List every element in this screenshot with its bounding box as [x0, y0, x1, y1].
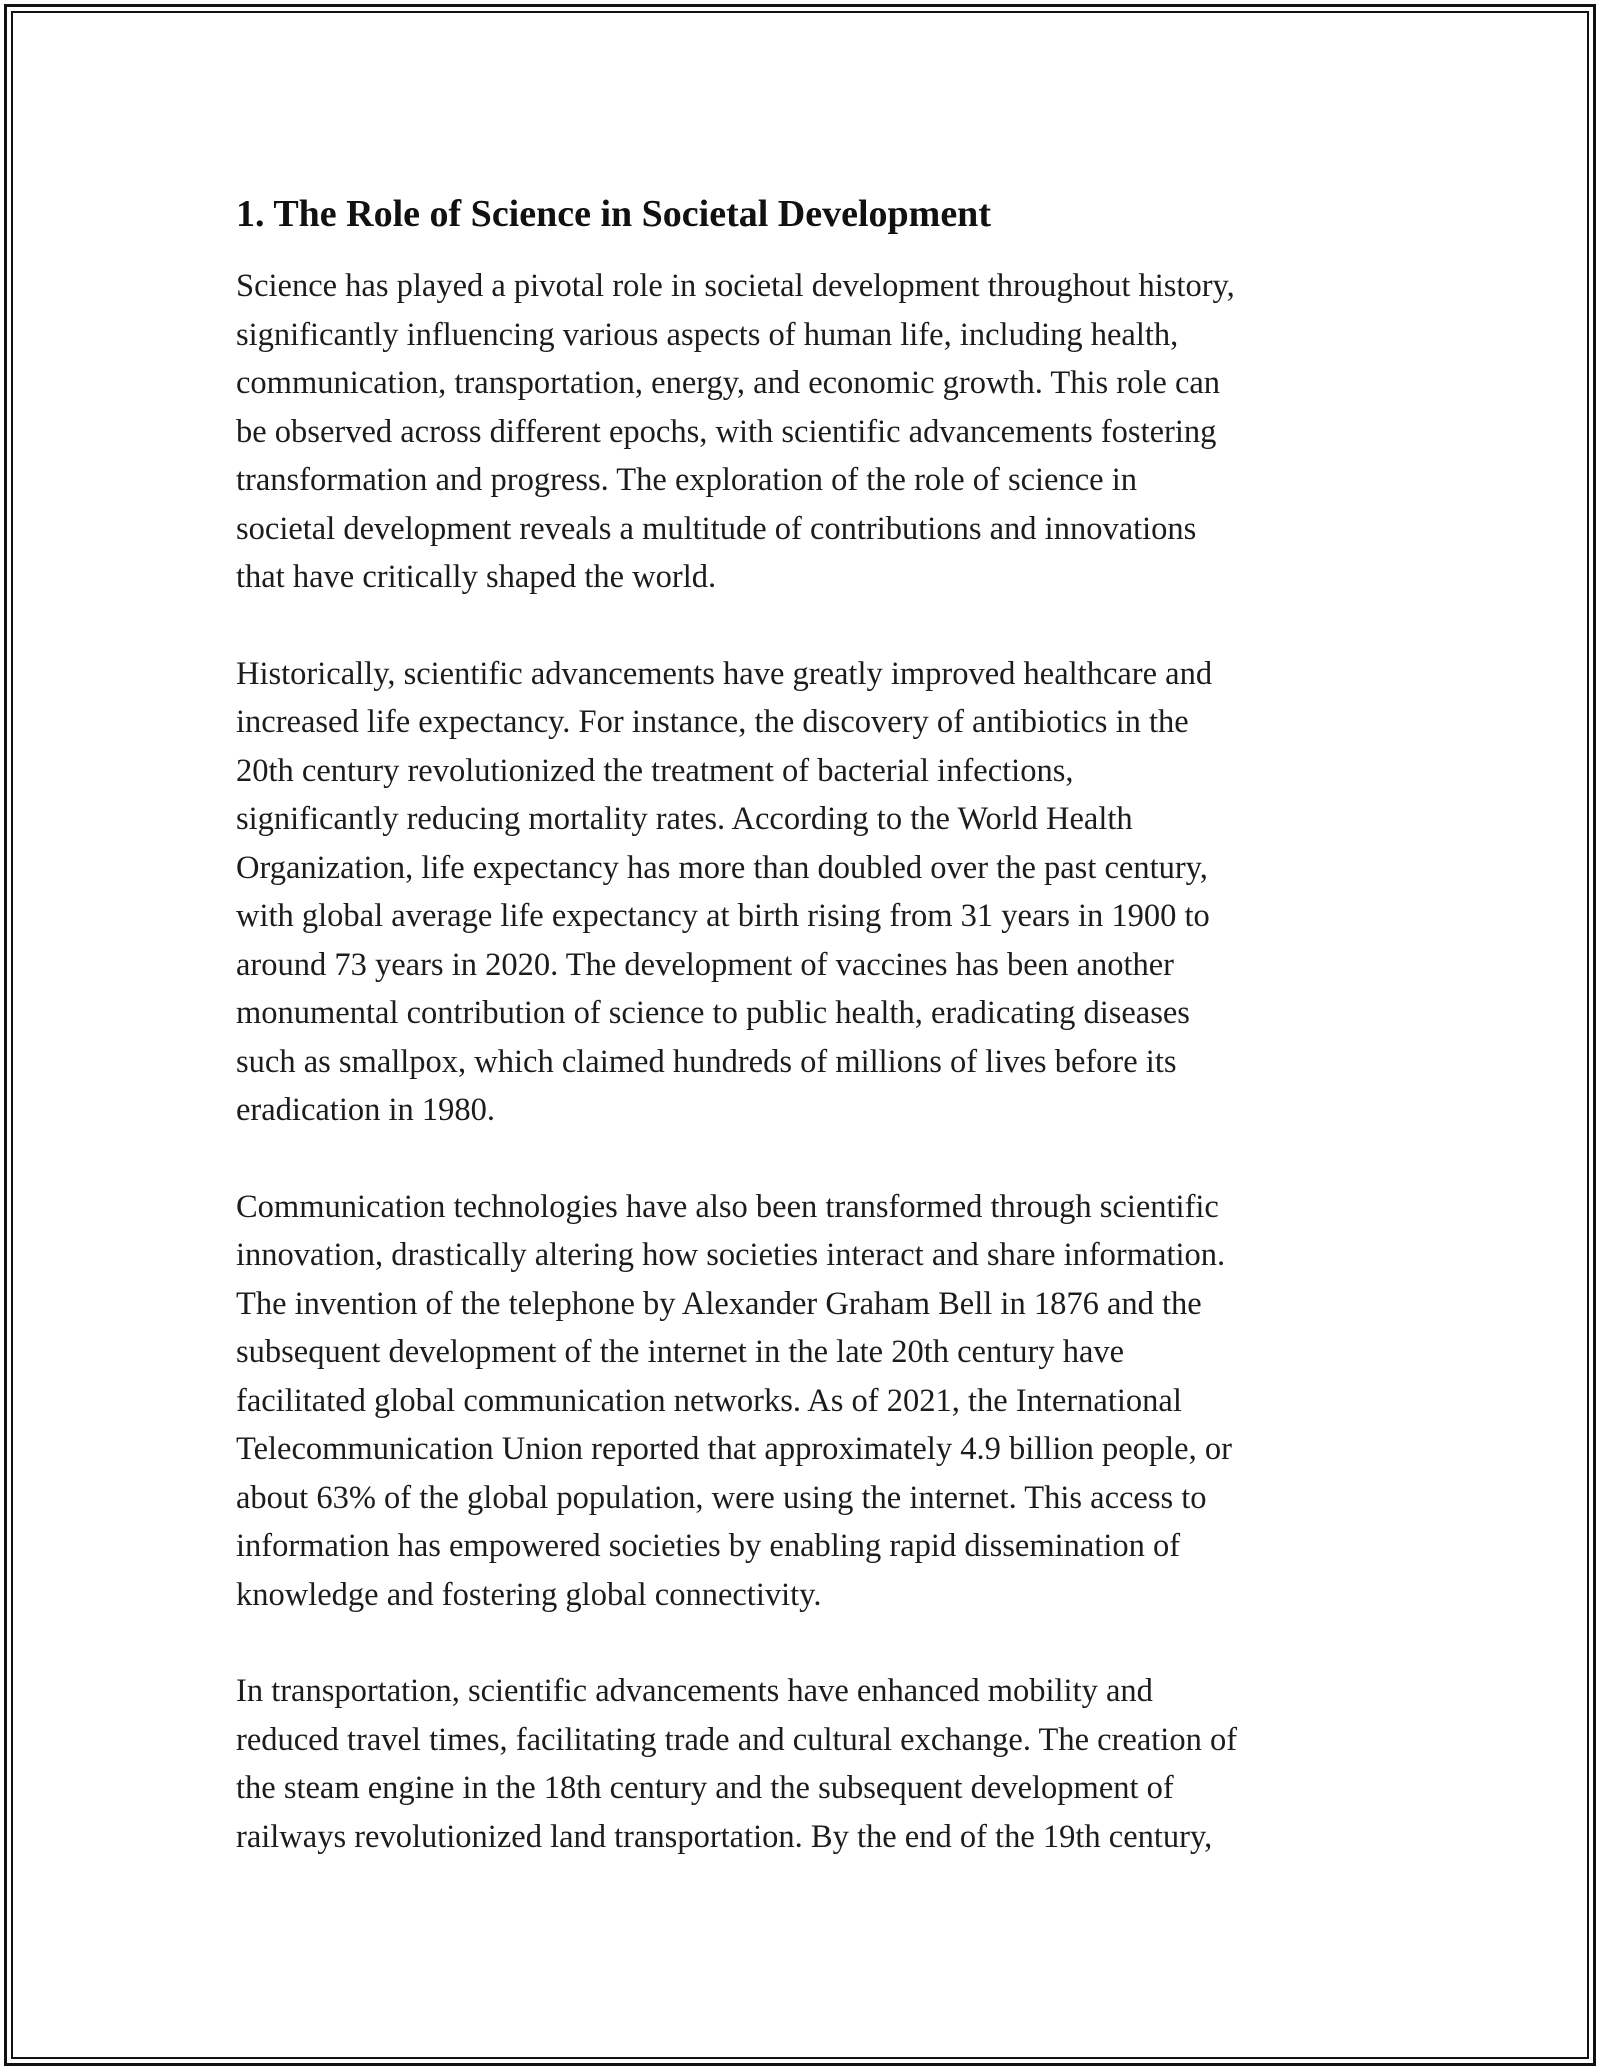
text-line: societal development reveals a multitude of contributions and innovations: [236, 510, 1197, 547]
text-line: monumental contribution of science to public health, eradicating diseases: [236, 995, 1190, 1031]
text-line: significantly influencing various aspects of human life, including health,: [236, 316, 1179, 353]
text-line: that have critically shaped the world.: [236, 559, 717, 595]
text-line: 20th century revolutionized the treatment of bacterial infections,: [236, 752, 1074, 789]
text-line: subsequent development of the internet in the late 20th century have: [236, 1334, 1125, 1370]
text-line: Organization, life expectancy has more than doubled over the past century,: [236, 849, 1208, 886]
text-line: increased life expectancy. For instance, the discovery of antibiotics in the: [236, 704, 1189, 740]
text-line: communication, transportation, energy, and economic growth. This role can: [236, 365, 1221, 401]
document-body: [236, 186, 1396, 1909]
text-line: Historically, scientific advancements have greatly improved healthcare and: [236, 655, 1213, 692]
text-line: knowledge and fostering global connectivity.: [236, 1576, 822, 1613]
text-line: significantly reducing mortality rates. According to the World Health: [236, 801, 1133, 837]
text-line: facilitated global communication networks. As of 2021, the International: [236, 1382, 1182, 1419]
text-line: The invention of the telephone by Alexander Graham Bell in 1876 and the: [236, 1285, 1202, 1322]
text-line: the steam engine in the 18th century and the subsequent development of: [236, 1770, 1174, 1806]
text-line: In transportation, scientific advancements have enhanced mobility and: [236, 1673, 1153, 1709]
paragraph-communication: [236, 1183, 1396, 1620]
paragraph-healthcare: [236, 650, 1396, 1135]
text-line: transformation and progress. The exploration of the role of science in: [236, 462, 1137, 498]
paragraph-intro: [236, 262, 1396, 602]
text-line: information has empowered societies by enabling rapid dissemination of: [236, 1528, 1181, 1564]
paragraph-transportation: [236, 1667, 1396, 1861]
text-line: be observed across different epochs, with scientific advancements fostering: [236, 413, 1217, 450]
text-line: Telecommunication Union reported that approximately 4.9 billion people, or: [236, 1431, 1232, 1467]
section-heading: 1. The Role of Science in Societal Development: [236, 193, 991, 235]
text-line: Science has played a pivotal role in societal development throughout history,: [236, 268, 1235, 304]
text-line: innovation, drastically altering how societies interact and share information.: [236, 1237, 1226, 1273]
text-line: about 63% of the global population, were using the internet. This access to: [236, 1479, 1207, 1516]
text-line: around 73 years in 2020. The development of vaccines has been another: [236, 946, 1174, 983]
text-line: reduced travel times, facilitating trade and cultural exchange. The creation of: [236, 1721, 1238, 1758]
text-line: Communication technologies have also been transformed through scientific: [236, 1188, 1219, 1225]
text-line: with global average life expectancy at birth rising from 31 years in 1900 to: [236, 898, 1210, 934]
text-line: eradication in 1980.: [236, 1092, 496, 1128]
text-line: such as smallpox, which claimed hundreds of millions of lives before its: [236, 1043, 1177, 1080]
text-line: railways revolutionized land transportation. By the end of the 19th century,: [236, 1818, 1213, 1855]
